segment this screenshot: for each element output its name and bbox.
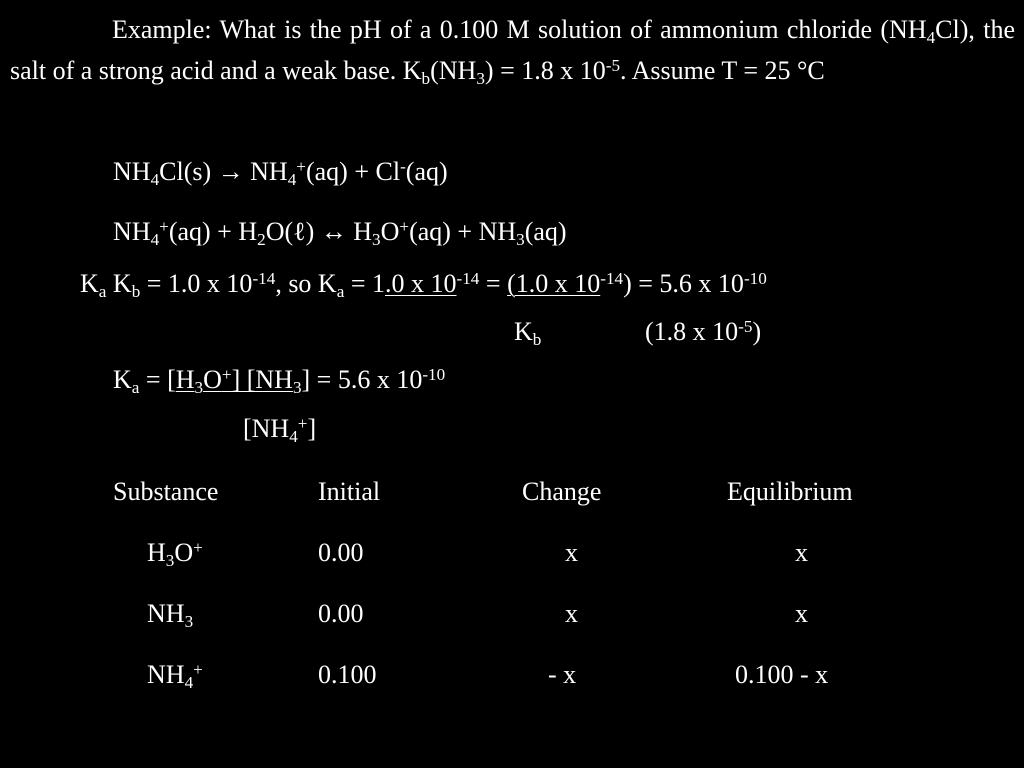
table-row-initial: 0.00 bbox=[318, 538, 364, 567]
dissociation-equation: $NH_4Cl(s) \to NH_4^+(aq) + Cl^-(aq)$ bbox=[113, 156, 448, 189]
ka-kb-denominator-value: (1.8 x $10^{-5}$) bbox=[645, 316, 762, 346]
table-header-initial: Initial bbox=[318, 477, 381, 506]
table-header-equilibrium: Equilibrium bbox=[727, 477, 853, 506]
problem-statement: Example: What is the pH of a 0.100 M solution of ammonium chloride $(NH_4Cl)$, the salt of a strong acid and a weak base. $K_b(NH_3) = 1.8$ x $10^{-5}$. Assume T = 25 °C bbox=[10, 15, 1015, 88]
table-row-substance: $H_3O^+$ bbox=[147, 537, 203, 570]
table-row-initial: 0.00 bbox=[318, 599, 364, 628]
table-row-equilibrium: x bbox=[795, 599, 808, 628]
table-row-substance: $NH_3$ bbox=[147, 599, 194, 631]
table-row-substance: $NH_4^+$ bbox=[147, 659, 203, 692]
hydrolysis-equation: $NH_4^+(aq)$ + $H_2O(\ell)$ ↔ $H_3O^+(aq) + NH_3(aq)$ bbox=[113, 216, 567, 249]
table-header-change: Change bbox=[522, 477, 602, 506]
table-header-substance: Substance bbox=[113, 477, 219, 506]
ka-kb-relation: $K_a$ $K_b = 1.0$ x $10^{-14}$, so $K_a = 1.0$ x $10^{-14} = (1.0$ x $10^{-14}) = 5.6$ x $10^{-10}$ bbox=[80, 268, 767, 301]
ka-expression: $K_a = [H_3O^+] [NH_3] = 5.6$ x $10^{-10}$ bbox=[113, 364, 446, 397]
table-row-change: x bbox=[565, 538, 578, 567]
table-row-initial: 0.100 bbox=[318, 660, 377, 689]
table-row-equilibrium: x bbox=[795, 538, 808, 567]
table-row-change: x bbox=[565, 599, 578, 628]
ka-kb-denominator-kb: $K_b$ bbox=[514, 317, 542, 349]
table-row-change: - x bbox=[548, 660, 577, 689]
ka-expression-denominator: $[NH_4^+]$ bbox=[243, 413, 317, 446]
table-row-equilibrium: 0.100 - x bbox=[735, 660, 829, 689]
